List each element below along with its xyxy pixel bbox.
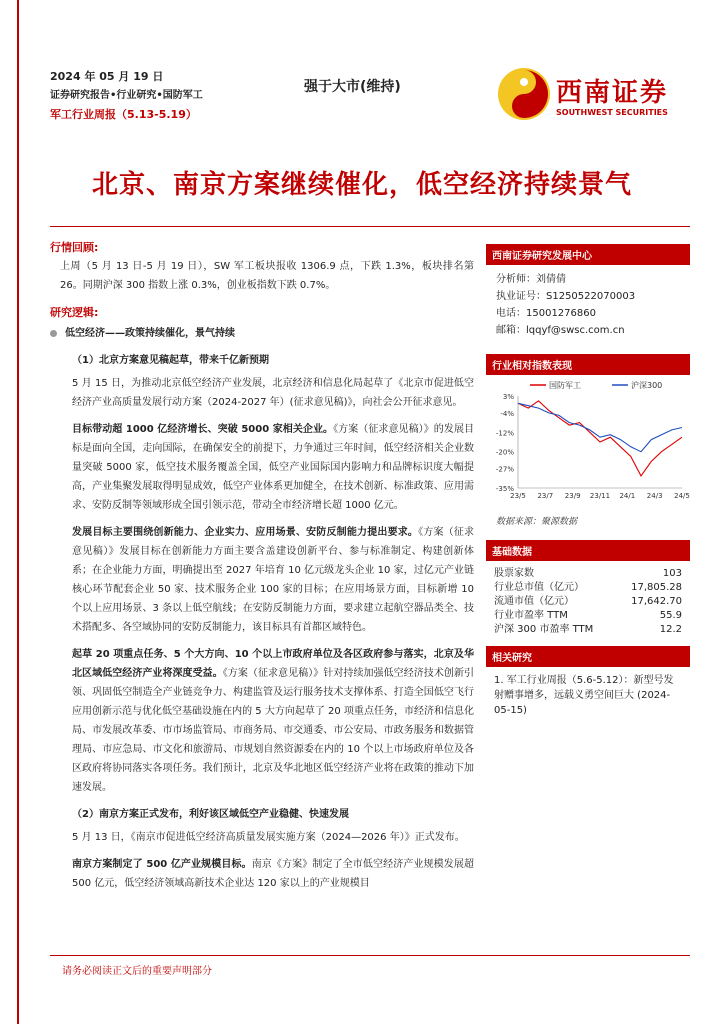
bullet-dot-icon <box>50 330 57 337</box>
footer-rule <box>50 955 690 956</box>
legend-label: 国防军工 <box>549 381 581 390</box>
paragraph-2 <box>72 420 474 515</box>
basic-data-list <box>486 567 690 637</box>
subheading-beijing: （1）北京方案意见稿起草，带来千亿新预期 <box>72 355 269 366</box>
subheading-nanjing: （2）南京方案正式发布，利好该区域低空产业稳健、快速发展 <box>72 809 349 820</box>
analyst-name: 分析师：刘倩倩 <box>496 274 566 285</box>
basic-data-label: 行业总市值（亿元） <box>494 582 584 593</box>
relative-index-chart <box>486 376 690 516</box>
paragraph-2-body: 《方案（征求意见稿）》的发展目标是面向全国，走向国际，在确保安全的前提下，力争通过三年时间，低空经济相关企业数量突破 5000 家，低空技术服务覆盖全国，低空产业国际国内影响力和品牌标识度大幅提高，产业集聚发展取得明显成效，低空产业体系更加健全，在技术创新、标准政策、应用需求、安防反制等领域形成全国引领示范，带动全市经济增长超 1000 亿元。 <box>72 424 475 511</box>
related-panel <box>486 646 690 718</box>
basic-data-label: 流通市值（亿元） <box>494 596 574 607</box>
basic-data-label: 沪深 300 市盈率 TTM <box>494 624 594 635</box>
footer-disclaimer[interactable]: 请务必阅读正文后的重要声明部分 <box>62 966 212 977</box>
y-tick-label: -35% <box>495 485 514 493</box>
paragraph-3-body: 《方案（征求意见稿）》发展目标在创新能力方面主要含盖建设创新平台、参与标准制定、构建创新体系；在企业能力方面，明确提出至 2027 年培育 10 亿元级龙头企业 10 家，过亿元产业链核心环节配套企业 50 家、技术服务企业 100 家的目标；在应用场景方面，目标新增 10 个以上应用场景、3 条以上低空航线；在安防反制能力方面，要求建立起航空器品类全、技术搭配多、各空域协同的安防反制能力，该目标具有首都区域特色。 <box>72 527 475 633</box>
related-item[interactable]: 1. 军工行业周报（5.6-5.12）：新型号发射赠事增多，远载义勇空间巨大 (2024-05-15) <box>494 675 674 716</box>
market-review-heading: 行情回顾: <box>50 241 99 254</box>
series-line-defense <box>518 401 682 476</box>
title-divider <box>50 226 690 227</box>
research-heading: 研究逻辑: <box>50 306 99 319</box>
y-tick-label: -4% <box>500 409 514 418</box>
basic-data-value: 103 <box>662 568 682 579</box>
paragraph-4-lead: 起草 20 项重点任务、5 个大方向、10 个以上市政府单位及各区政府参与落实，北京及华北区域低空经济产业将深度受益。 <box>72 649 474 679</box>
basic-data-row <box>486 623 690 637</box>
basic-data-label: 股票家数 <box>494 568 534 579</box>
rating: 强于大市(维持) <box>304 79 401 95</box>
series-line-hs300 <box>518 403 682 451</box>
y-tick-label: -27% <box>495 465 514 474</box>
left-red-rule <box>17 0 19 1024</box>
basic-data-value: 17,805.28 <box>631 582 682 593</box>
x-tick-label: 24/3 <box>646 492 663 500</box>
basic-data-row <box>486 595 690 609</box>
page-title: 北京、南京方案继续催化，低空经济持续景气 <box>91 170 632 200</box>
y-tick-label: -20% <box>495 448 514 457</box>
main-content <box>50 238 474 901</box>
basic-data-row <box>486 609 690 623</box>
basic-data-value: 55.9 <box>659 610 682 621</box>
topic-text: 低空经济——政策持续催化，景气持续 <box>65 328 235 339</box>
topic-heading <box>50 324 474 343</box>
related-list <box>486 673 690 718</box>
analyst-email[interactable]: 邮箱：lqqyf@swsc.com.cn <box>496 325 625 336</box>
chart-heading: 行业相对指数表现 <box>486 354 690 375</box>
basic-data-row <box>486 567 690 581</box>
x-tick-label: 24/5 <box>674 492 690 500</box>
basic-data-value: 17,642.70 <box>631 596 682 607</box>
related-heading: 相关研究 <box>486 646 690 667</box>
report-category: 证券研究报告•行业研究•国防军工 <box>50 90 203 101</box>
paragraph-5: 5 月 13 日，《南京市促进低空经济高质量发展实施方案（2024—2026 年）》正式发布。 <box>72 832 465 843</box>
basic-data-value: 12.2 <box>659 624 682 635</box>
paragraph-3 <box>72 523 474 637</box>
report-weekly: 军工行业周报（5.13-5.19） <box>50 108 197 121</box>
paragraph-6-body: 南京《方案》制定了全市低空经济产业规模发展超 500 亿元，低空经济领域高新技术企业达 120 家以上的产业规模目 <box>72 859 474 889</box>
paragraph-1: 5 月 15 日，为推动北京低空经济产业发展，北京经济和信息化局起草了《北京市促进低空经济产业高质量发展行动方案（2024-2027 年）(征求意见稿)》，向社会公开征求意见。 <box>72 378 474 408</box>
x-tick-label: 23/5 <box>510 492 526 500</box>
market-review-text: 上周（5 月 13 日-5 月 19 日），SW 军工板块报收 1306.9 点，下跌 1.3%，板块排名第 26。同期沪深 300 指数上涨 0.3%，创业板指数下跌 0.7%。 <box>60 261 474 291</box>
company-logo <box>496 66 686 122</box>
paragraph-3-lead: 发展目标主要围绕创新能力、企业实力、应用场景、安防反制能力提出要求。 <box>72 527 419 538</box>
basic-data-row <box>486 581 690 595</box>
paragraph-6 <box>72 855 474 893</box>
logo-emblem-icon <box>496 66 552 122</box>
basic-data-label: 行业市盈率 TTM <box>494 610 568 621</box>
legend-label: 沪深300 <box>631 381 663 390</box>
research-center-heading: 西南证券研究发展中心 <box>486 244 690 265</box>
paragraph-4 <box>72 645 474 797</box>
analyst-license: 执业证号：S1250522070003 <box>496 291 636 302</box>
paragraph-6-lead: 南京方案制定了 500 亿产业规模目标。 <box>72 859 252 870</box>
report-date: 2024 年 05 月 19 日 <box>50 70 164 83</box>
logo-english: SOUTHWEST SECURITIES <box>556 108 668 117</box>
paragraph-2-lead: 目标带动超 1000 亿经济增长、突破 5000 家相关企业。 <box>72 424 334 435</box>
analyst-phone: 电话：15001276860 <box>496 308 596 319</box>
y-tick-label: -12% <box>495 429 514 438</box>
x-tick-label: 24/1 <box>619 492 636 500</box>
chart-svg <box>486 376 690 516</box>
paragraph-4-body: 《方案（征求意见稿）》针对持续加强低空经济技术创新引领、巩固低空制造全产业链竞争力、构建监管及运行服务技术支撑体系、打造全国低空飞行应用创新示范与优化低空基础设施在内的 5 大方向起草了 20 项重点任务，市经济和信息化局、市发展改革委、市市场监管局、市商务局、市交通委、市公安局、市政务服务和数据管理局、市应急局、市文化和旅游局、市规划自然资源委在内的 10 个以上市场政府单位及各区政府将协同落实各项任务。我们预计，北京及华北地区低空经济产业将在政策的推动下加速发展。 <box>72 668 474 793</box>
x-tick-label: 23/7 <box>537 492 554 500</box>
chart-panel <box>486 354 690 375</box>
x-tick-label: 23/9 <box>564 492 581 500</box>
basic-data-panel <box>486 540 690 637</box>
y-tick-label: 3% <box>502 393 514 401</box>
chart-source: 数据来源：聚源数据 <box>496 517 578 527</box>
analyst-panel <box>486 244 690 339</box>
logo-chinese: 西南证券 <box>556 78 669 108</box>
x-tick-label: 23/11 <box>589 492 611 500</box>
basic-data-heading: 基础数据 <box>486 540 690 561</box>
